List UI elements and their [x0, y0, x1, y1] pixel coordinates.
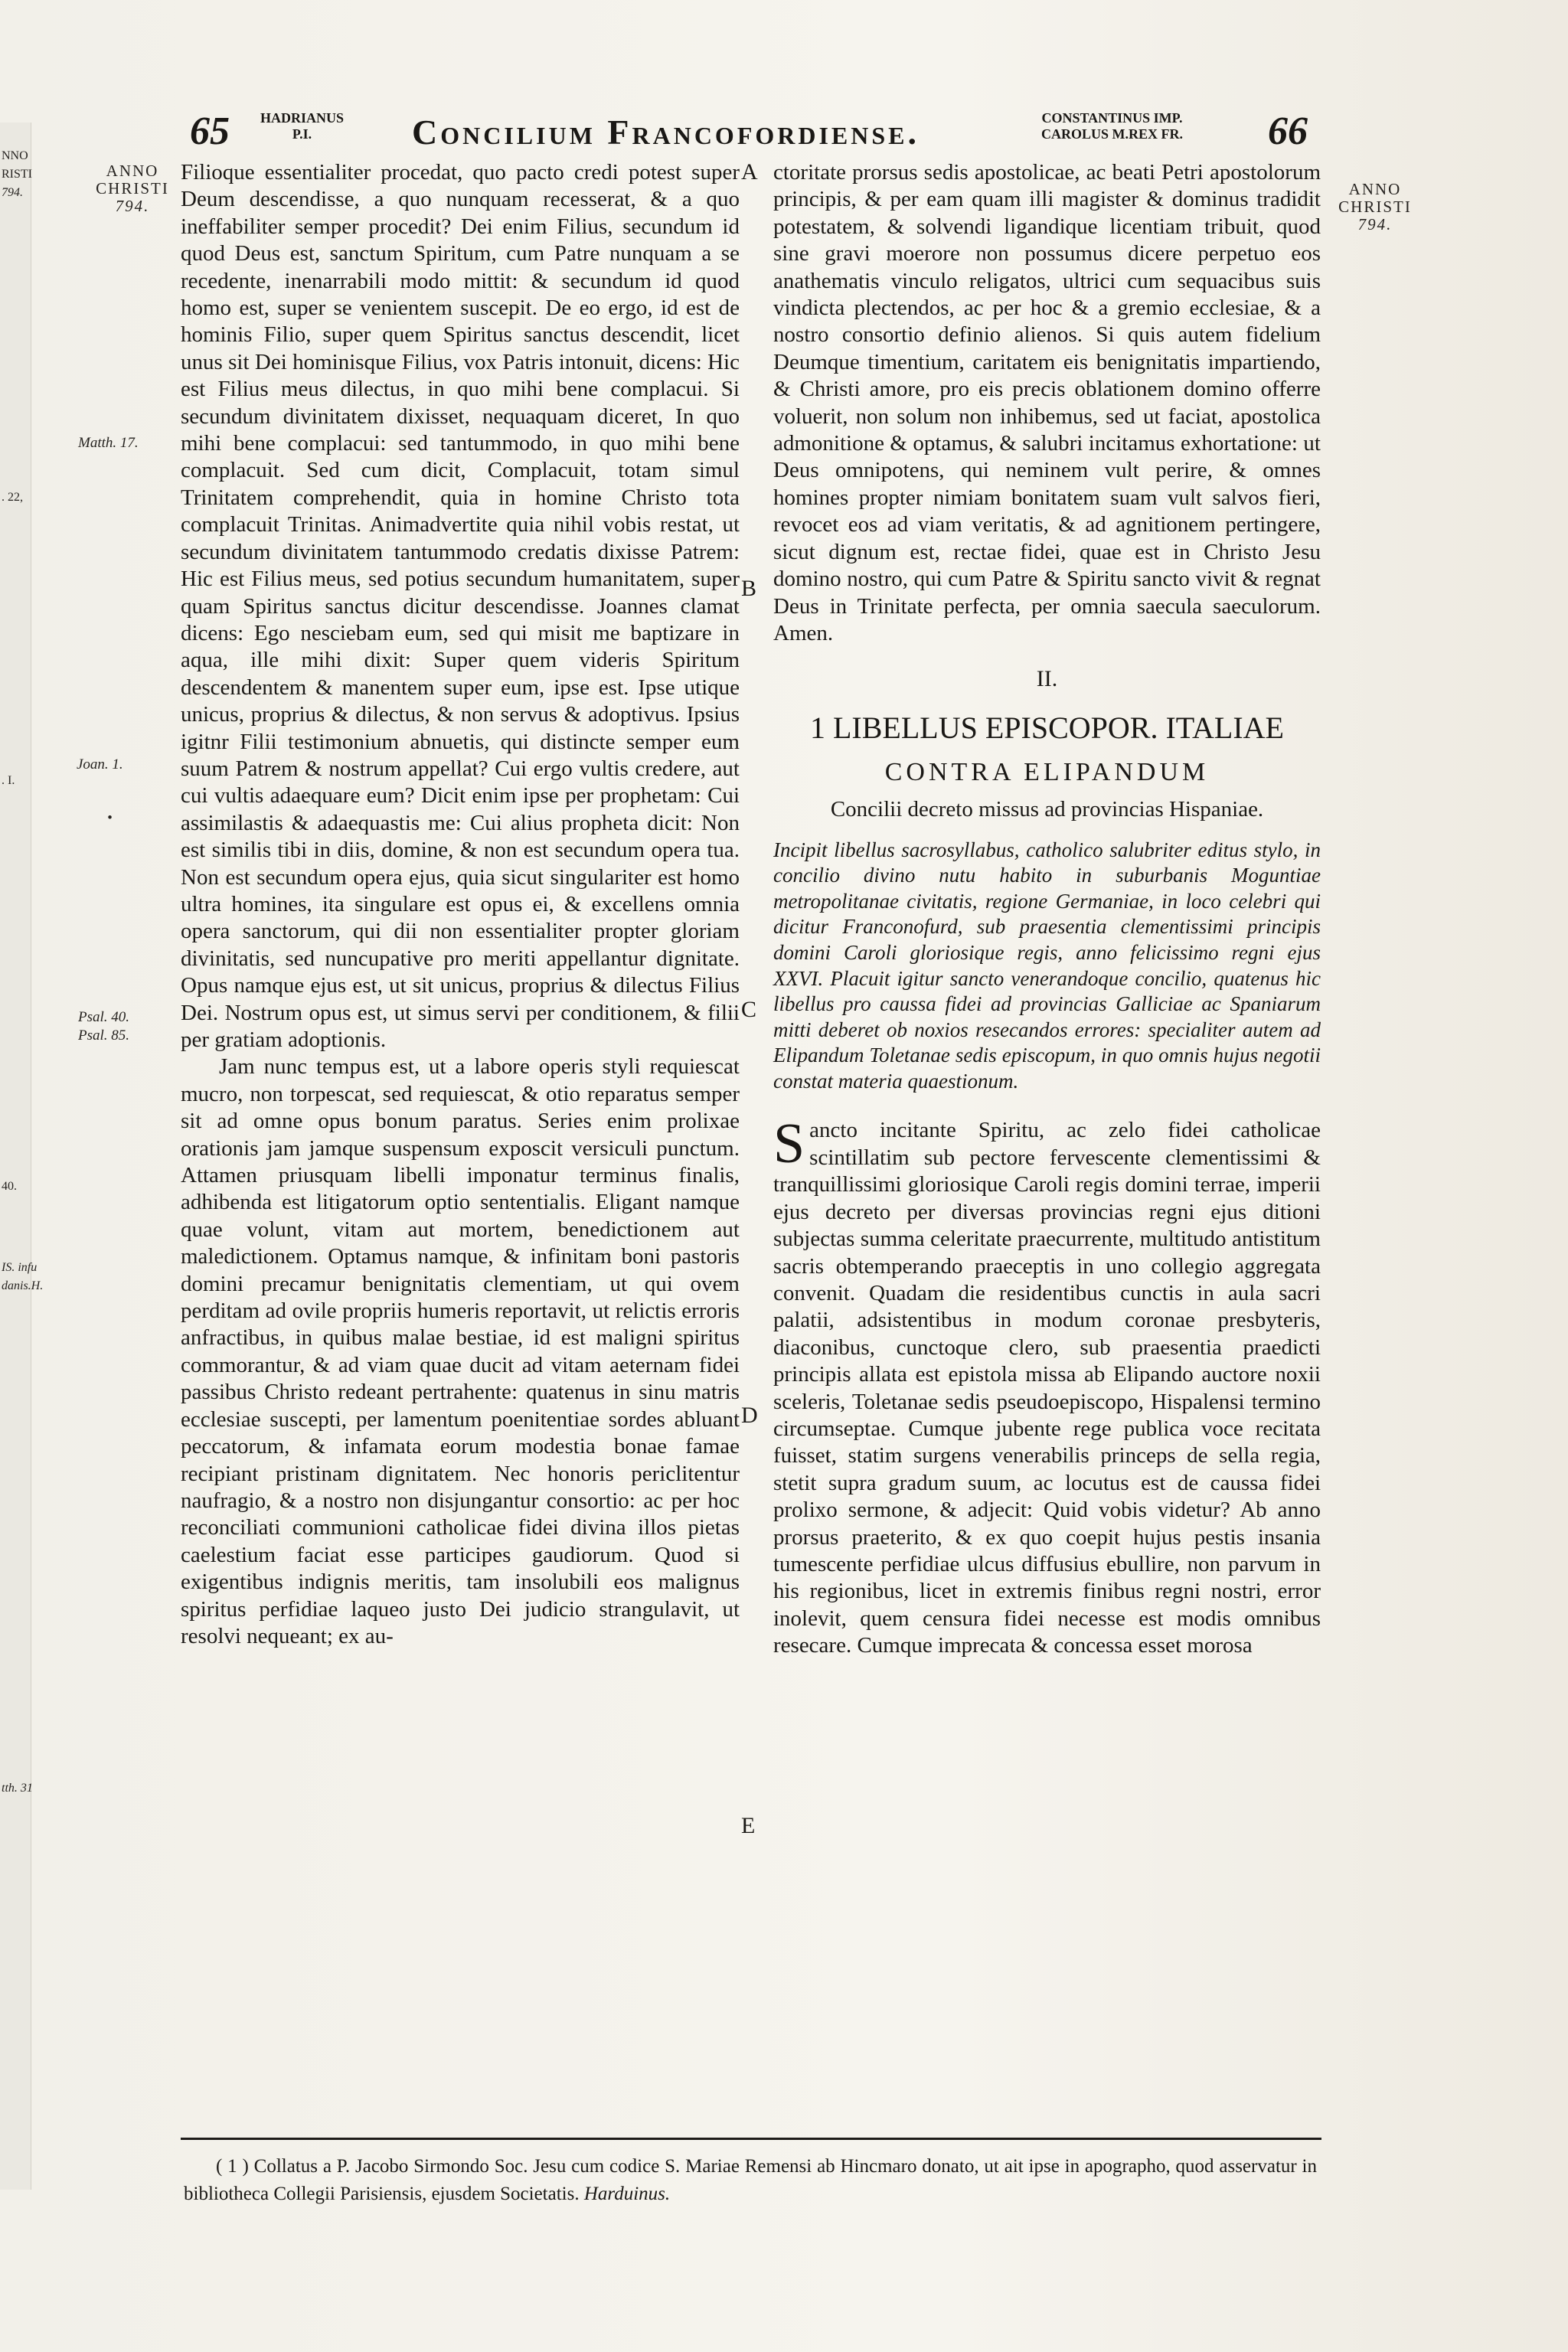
margin-ref: • [107, 810, 113, 826]
anno-label: ANNO [1348, 180, 1402, 198]
margin-ref: Psal. 85. [78, 1027, 130, 1044]
prev-fragment: danis.H. [2, 1279, 44, 1292]
body-text: ancto incitante Spiritu, ac zelo fidei catholicae scintillatim sub pectore fervescente clementissimi & tranquillissimi gloriosique Caroli regis domini terrae, imperii ejus decreto per diversas provincias regni ejus ditioni subjectas summa celeritate praecurrente, multitudo antistitum sacris obtemperando praeceptis in uno collegio aggregata convenit. Quadam die residentibus cunctis in aula sacri palatii, adsistentibus in modum coronae presbyteris, diaconibus, cunctoque clero, sub praesentia praedicti principis allata est epistola missa ab Elipando auctore noxii sceleris, Toletanae sedis pseudoepiscopo, Hispalensi termino circumseptae. Cumque jubente rege publica voce recitata fuisset, statim surgens venerabilis princeps de sella regia, stetit supra gradum suum, ac locutus est de caussa fidei prolixo sermone, & adjecit: Quid vobis videtur? Ab anno prorsus praeterito, & ex quo coepit hujus pestis insania tumescente perfidiae ulcus diffusius ebullire, non parvum in his regionibus, licet in extremis finibus regni nostri, error inolevit, quem censura fidei necesse est modis omnibus resecare. Cumque imprecata & concessa esset morosa [773, 1118, 1321, 1658]
body-paragraph [773, 1112, 1321, 1659]
right-column [773, 159, 1321, 1660]
drop-cap: S [773, 1112, 805, 1176]
header-emperor: CONSTANTINUS IMP. [1041, 110, 1183, 126]
christi-label: CHRISTI [1338, 198, 1412, 216]
column-marker-c: C [741, 997, 757, 1022]
left-paragraph-2: Jam nunc tempus est, ut a labore operis styli requiescat mucro, non torpescat, sed requiescat, & otio reparatus semper sit ad omne opus bonum paratus. Series enim prolixae orationis jam jamque suspensum exposcit versiculi punctum. Attamen priusquam libelli imponatur terminus finalis, adhibenda est litigatorum optio sententialis. Eligant namque quae volunt, vitam aut mortem, benedictionem aut maledictionem. Optamus namque, & infinitam boni pastoris domini precamur benignitatis clementiam, ut qui ovem perditam ad ovile propriis humeris reportavit, ut relictis erroris anfractibus, in quibus malae bestiae, id est maligni spiritus commorantur, & ad viam quae ducit ad vitam aeternam fidei passibus Christo redeant pertrahente: quatenus in sinu matris ecclesiae suscepti, per lamentum poenitentiae sordes abluant peccatorum, & infamata eorum modestia bonae famae recipiant pristinam dignitatem. Nec honoris periclitentur naufragio, & a nostro non disjungantur consortio: ac per hoc reconciliati communioni catholicae fidei divina illos pietas caelestium faciat esse participes gaudiorum. Quod si exigentibus indignis meritis, tam insolubili eos malignus spiritus perfidiae laqueo justo Dei judicio strangulavit, ut resolvi nequeant; ex au- [181, 1054, 740, 1648]
anno-right [1321, 181, 1429, 234]
section-intro: Concilii decreto missus ad provincias Hispaniae. [830, 797, 1264, 822]
column-marker-e: E [741, 1813, 756, 1838]
footnote-author: Harduinus. [583, 2184, 671, 2204]
prev-fragment: NNO [2, 149, 28, 162]
section-title: 1 LIBELLUS EPISCOPOR. ITALIAE [809, 710, 1284, 745]
prev-fragment: 794. [2, 186, 23, 199]
header-rulers [1041, 110, 1183, 142]
section-subtitle: CONTRA ELIPANDUM [884, 757, 1210, 786]
year-label: 794. [1357, 215, 1393, 234]
header-pope-name: HADRIANUS [260, 110, 345, 126]
prev-fragment: tth. 31 [2, 1782, 33, 1795]
page-number-right: 66 [1268, 109, 1308, 153]
prev-fragment: RISTI [2, 168, 32, 181]
left-paragraph-1: Filioque essentialiter procedat, quo pacto credi potest super Deum descendisse, a quo nunquam recesserat, & a quo ineffabiliter semper procedit? Dei enim Filius, secundum id quod Deus est, sanctum Spiritum, cum Patre nunquam a se recedente, inenarrabili modo mittit: & secundum id quod homo est, super se venientem suscepit. De eo ergo, id est de hominis Filio, super quem Spiritus sanctus descendit, licet unus sit Dei hominisque Filius, vox Patris intonuit, dicens: Hic est Filius meus dilectus, in quo mihi bene complacui. Si secundum divinitatem dixisset, nequaquam diceret, In quo mihi bene complacui: sed tantummodo, in quo mihi bene complacuit. Sed cum dicit, Complacuit, totam simul Trinitatem comprehendit, quia in homine Christo tota complacuit Trinitas. Animadvertite quia nihil vobis restat, ut secundum divinitatem tantummodo credatis dixisse Patrem: Hic est Filius meus, sed potius secundum humanitatem, super quam Spiritus sanctus dicitur descendisse. Joannes clamat dicens: Ego nesciebam eum, sed qui misit me baptizare in aqua, ille mihi dixit: Super quem videris Spiritum descendentem & manentem super eum, ipse est. Ipse utique unicus, proprius & dilectus, & non servus & adoptivus. Ipsius igitnr Filii testimonium abnuetis, qui distincte semper eum suum Patrem & nostrum appellat? Cui ergo vultis credere, aut cui vultis adaequare eum? Dicit enim ipse per prophetam: Cui assimilastis & adaequastis me: Cui alius propheta dicit: Non est similis tibi in diis, domine, & non est secundum opera tua. Non est secundum opera ejus, quia sicut singulariter est homo ultra homines, ita singulare est opus ei, & excellens omnia opera sanctorum, qui dii non essentialiter propter gloriam divinitatis, sed nuncupative pro meriti appellantur dignitate. Opus namque ejus est, ut sit unicus, proprius & dilectus Filius Dei. Nostrum opus est, ut simus servi per conditionem, & filii per gratiam adoptionis. [181, 160, 740, 1052]
incipit-paragraph: Incipit libellus sacrosyllabus, catholico salubriter editus stylo, in concilio divino nutu habito in suburbanis Moguntiae metropolitanae civitatis, regione Germaniae, in loco celebri qui dicitur Franconofurd, sub praesentia clementissimi principis domini Caroli gloriosique regis, anno felicissimo regni ejus XXVI. Placuit igitur sancto venerandoque concilio, quatenus hic libellus pro caussa fidei ad provincias Galliciae ac Spaniarum mitti deberet ob noxios resecandos errores: specialiter autem ad Elipandum Toletanae sedis episcopum, in quo omnis hujus negotii constat materia quaestionum. [773, 838, 1321, 1093]
left-column [181, 159, 740, 1650]
year-label: 794. [115, 197, 150, 215]
margin-ref: Joan. 1. [77, 756, 123, 773]
prev-fragment: 40. [2, 1180, 17, 1193]
previous-page-strip [0, 122, 44, 2190]
anno-left [84, 162, 181, 215]
column-marker-d: D [741, 1403, 758, 1428]
page-number-left: 65 [190, 109, 230, 153]
running-header [190, 106, 1308, 159]
right-continuation: ctoritate prorsus sedis apostolicae, ac beati Petri apostolorum principis, & per eam quam illi magister & dominus tradidit potestatem, & solvendi ligandique licentiam tribuit, quod sine gravi moerore non possumus dicere perpetuo eos anathematis vinculo religatos, ultrici cum sequacibus suis vindicta plectendos, ac per hoc & a gremio ecclesiae, & a nostro consortio definio alienos. Si quis autem fidelium Deumque timentium, caritatem eis benignitatis impartiendo, & Christi amore, pro eis precis oblationem domino offerre voluerit, non solum non inhibemus, sed ut faciat, apostolica admonitione & optamus, & salubri incitamus exhortatione: ut Deus omnipotens, qui neminem vult perire, & omnes homines propter nimiam bonitatem suam vult salvos fieri, revocet eos ad viam veritatis, & ad agnitionem pertingere, sicut dignum est, rectae fidei, quae est in Christo Jesu domino nostro, qui cum Patre & Spiritu sancto vivit & regnat Deus in Trinitate perfecta, per omnia saecula saeculorum. Amen. [773, 160, 1321, 645]
header-pope [260, 110, 344, 142]
margin-ref: Matth. 17. [78, 435, 139, 451]
column-marker-a: A [741, 159, 758, 185]
column-marker-b: B [741, 576, 757, 601]
section-number: II. [1036, 666, 1058, 692]
prev-fragment: IS. infu [2, 1261, 38, 1274]
footnote-text: ( 1 ) Collatus a P. Jacobo Sirmondo Soc. Jesu cum codice S. Mariae Remensi ab Hincmaro donato, ut ait ipse in apographo, quod asservatur in bibliotheca Collegii Parisiensis, ejusdem Societatis. [184, 2156, 1317, 2204]
prev-fragment: . 22, [2, 491, 23, 504]
margin-ref: Psal. 40. [78, 1009, 130, 1025]
prev-fragment: . I. [2, 774, 15, 787]
anno-label: ANNO [106, 162, 159, 180]
header-title: Concilium Francofordiense. [412, 113, 920, 152]
christi-label: CHRISTI [96, 179, 169, 198]
footnote [184, 2153, 1317, 2208]
header-king: CAROLUS M.REX FR. [1041, 126, 1184, 142]
header-pope-ordinal: P.I. [292, 126, 312, 142]
footnote-rule [181, 2138, 1321, 2140]
